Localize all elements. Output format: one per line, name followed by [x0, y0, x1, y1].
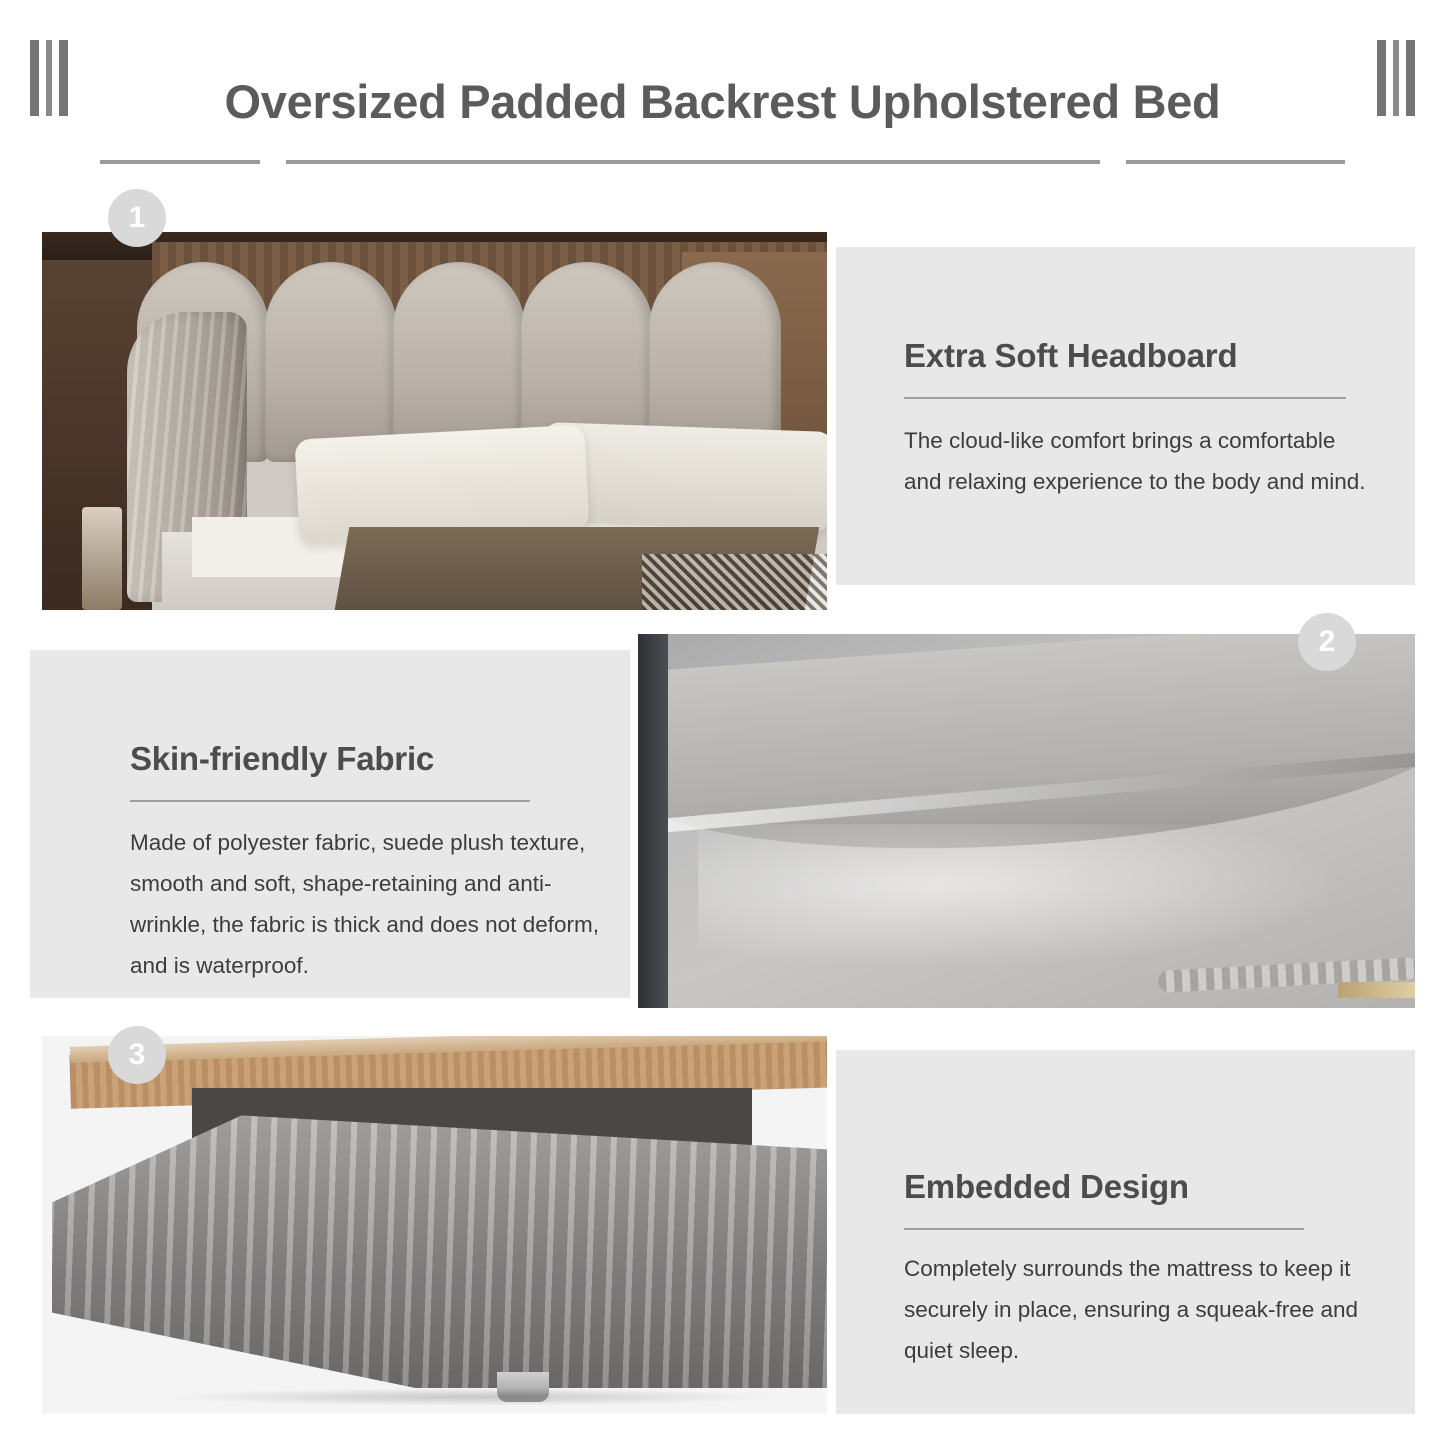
feature-divider-3 — [904, 1228, 1304, 1230]
feature-panel-2 — [30, 650, 630, 998]
feature-image-2 — [638, 634, 1415, 1008]
feature-body-2: Made of polyester fabric, suede plush texture, smooth and soft, shape-retaining and anti-wrinkle, the fabric is thick and does not deform, and is waterproof. — [130, 830, 599, 978]
feature-divider-2 — [130, 800, 530, 802]
feature-panel-1 — [836, 247, 1415, 585]
feature-title-3: Embedded Design — [904, 1168, 1189, 1205]
header-bars-right-icon — [1377, 40, 1415, 116]
feature-body-1: The cloud-like comfort brings a comfortable and relaxing experience to the body and mind. — [904, 428, 1366, 494]
step-badge-1: 1 — [108, 189, 166, 247]
feature-body-3: Completely surrounds the mattress to keep it securely in place, ensuring a squeak-free and quiet sleep. — [904, 1256, 1359, 1363]
header-divider — [100, 160, 1345, 164]
feature-panel-3 — [836, 1050, 1415, 1414]
feature-title-2: Skin-friendly Fabric — [130, 740, 435, 777]
page-header — [0, 34, 1445, 144]
feature-title-1: Extra Soft Headboard — [904, 337, 1238, 374]
feature-divider-1 — [904, 397, 1346, 399]
step-badge-2: 2 — [1298, 613, 1356, 671]
page-title: Oversized Padded Backrest Upholstered Bed — [224, 75, 1221, 128]
header-bars-left-icon — [30, 40, 68, 116]
step-badge-3: 3 — [108, 1026, 166, 1084]
feature-image-1 — [42, 232, 827, 610]
feature-image-3 — [42, 1036, 827, 1414]
